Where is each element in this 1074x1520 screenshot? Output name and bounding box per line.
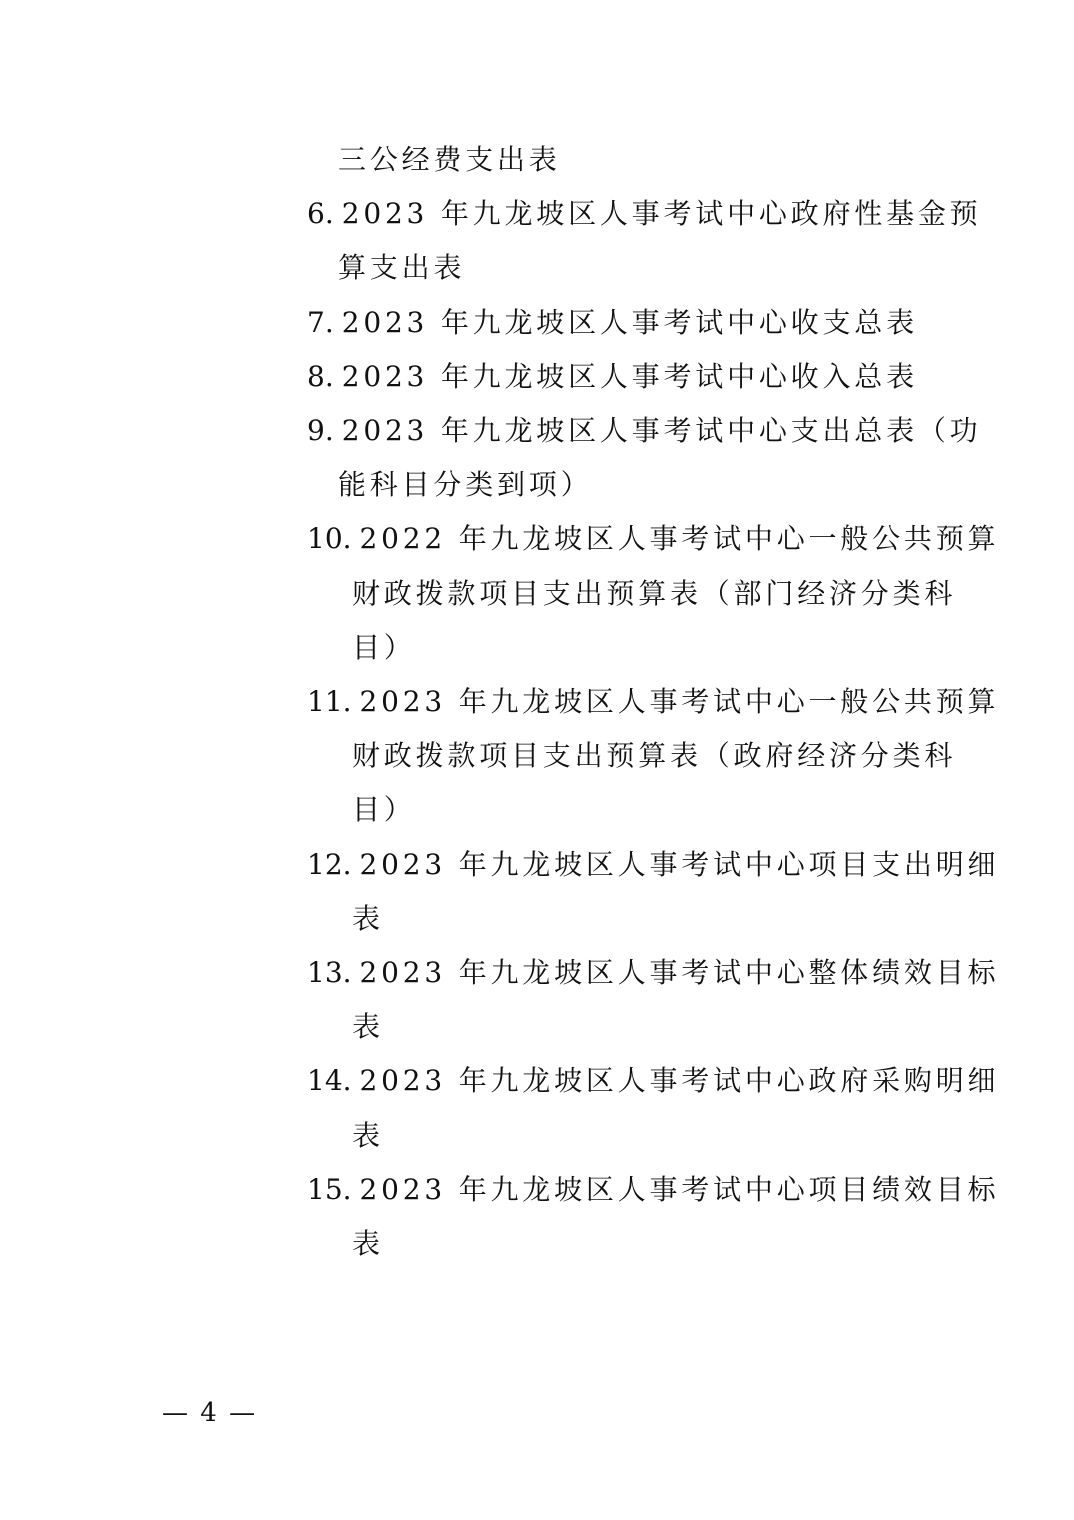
- list-item-number: 12.: [307, 847, 352, 881]
- page-number: — 4 —: [162, 1398, 258, 1428]
- list-item: [307, 357, 918, 397]
- list-item: [307, 411, 981, 451]
- list-item-continuation: [352, 1224, 384, 1264]
- list-item-text: 目）: [352, 793, 416, 827]
- list-item-text: 表: [352, 1227, 384, 1260]
- list-item: [307, 953, 999, 993]
- list-item: [307, 1061, 999, 1101]
- list-item: [307, 1170, 999, 1210]
- list-item-text: 财政拨款项目支出预算表（部门经济分类科: [352, 576, 957, 610]
- list-item-text: 2023 年九龙坡区人事考试中心整体绩效目标: [359, 956, 1000, 989]
- list-item-continuation: [352, 899, 384, 939]
- list-item: [307, 845, 999, 885]
- list-item-text: 2023 年九龙坡区人事考试中心一般公共预算: [359, 685, 1000, 718]
- list-item-continuation: [338, 465, 592, 505]
- list-item: [307, 194, 981, 234]
- list-item-number: 14.: [307, 1064, 352, 1098]
- list-item-text: 2023 年九龙坡区人事考试中心政府性基金预: [341, 197, 982, 231]
- list-item-text: 2022 年九龙坡区人事考试中心一般公共预算: [359, 522, 1000, 556]
- list-item-number: 11.: [307, 685, 352, 718]
- list-item-text: 2023 年九龙坡区人事考试中心政府采购明细: [359, 1064, 1000, 1098]
- list-item-text: 财政拨款项目支出预算表（政府经济分类科: [352, 739, 957, 773]
- list-item-text: 表: [352, 1010, 384, 1044]
- list-item: [338, 140, 561, 180]
- list-item-text: 2023 年九龙坡区人事考试中心收入总表: [341, 359, 918, 393]
- list-item-number: 13.: [307, 956, 352, 989]
- list-item-continuation: [352, 1007, 384, 1047]
- list-item-number: 7.: [307, 305, 334, 339]
- list-item-continuation: [338, 248, 465, 288]
- list-item: [307, 303, 918, 343]
- list-item: [307, 682, 999, 722]
- list-item-text: 算支出表: [338, 251, 466, 285]
- list-item-number: 6.: [307, 197, 334, 231]
- list-item-text: 三公经费支出表: [338, 143, 561, 176]
- list-item-continuation: [352, 628, 416, 668]
- list-item-number: 10.: [307, 522, 352, 556]
- list-item-text: 2023 年九龙坡区人事考试中心收支总表: [341, 305, 918, 339]
- list-item-text: 目）: [352, 630, 416, 664]
- list-item-text: 表: [352, 901, 384, 935]
- list-item-continuation: [352, 574, 956, 614]
- list-item-continuation: [352, 736, 956, 776]
- list-item-text: 2023 年九龙坡区人事考试中心项目支出明细: [359, 847, 1000, 881]
- list-item-text: 2023 年九龙坡区人事考试中心项目绩效目标: [359, 1172, 1000, 1206]
- list-item-text: 2023 年九龙坡区人事考试中心支出总表（功: [341, 414, 982, 447]
- list-item-continuation: [352, 1116, 384, 1156]
- list-item: [307, 519, 999, 559]
- list-item-number: 9.: [307, 414, 334, 447]
- list-item-continuation: [352, 790, 416, 830]
- list-item-text: 能科目分类到项）: [338, 468, 593, 502]
- list-item-text: 表: [352, 1118, 384, 1152]
- list-item-number: 15.: [307, 1172, 352, 1206]
- list-item-number: 8.: [307, 359, 334, 393]
